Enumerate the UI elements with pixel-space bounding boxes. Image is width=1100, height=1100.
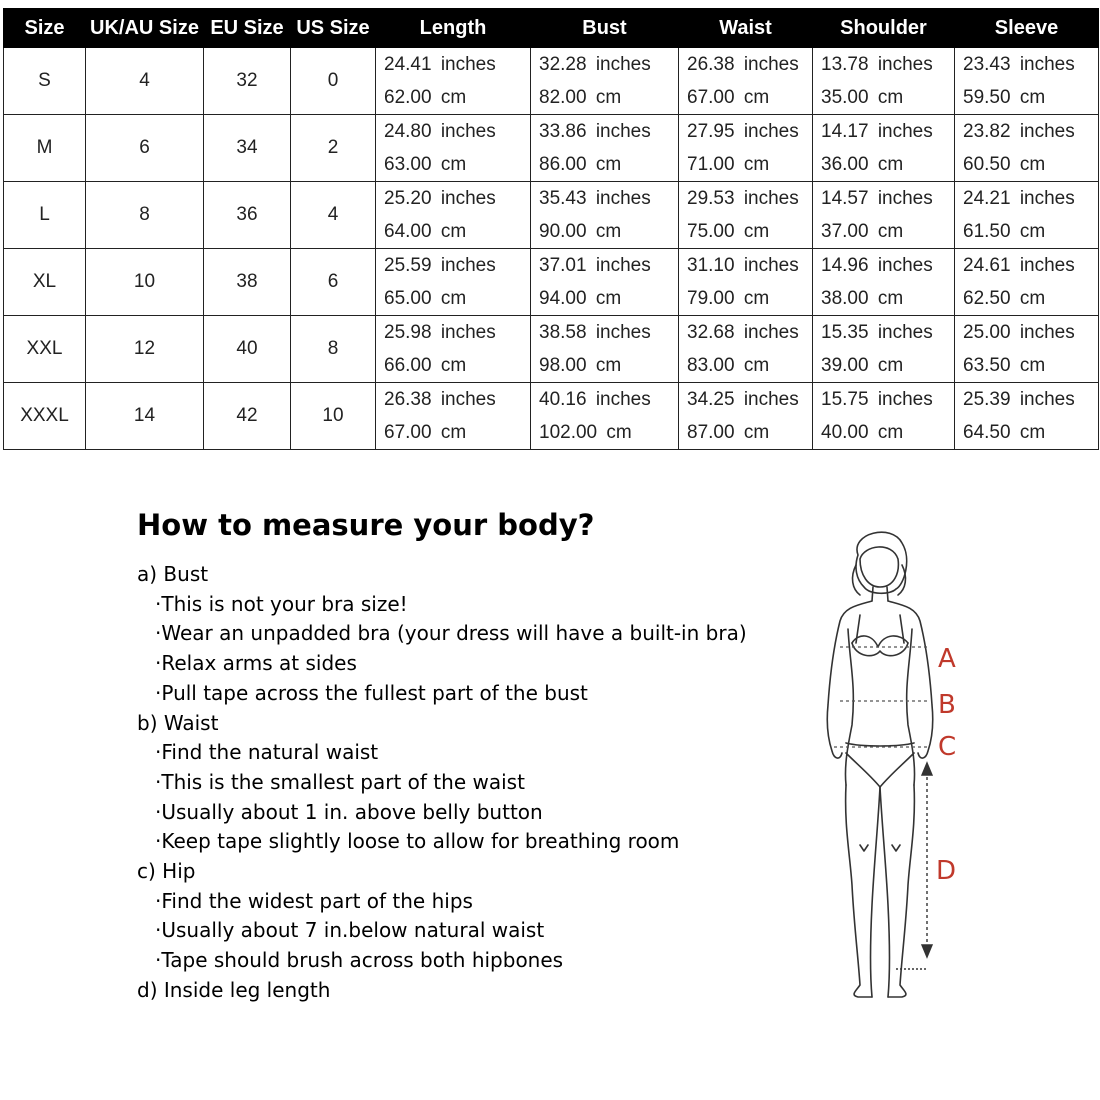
cell-eu: 42 [204,383,291,450]
guide-title: How to measure your body? [137,508,595,542]
value-cm: 63.00 cm [384,154,467,175]
cell-uk: 8 [86,182,204,249]
value-cm: 39.00 cm [821,355,904,376]
value-cm: 66.00 cm [384,355,467,376]
value-inches: 25.98 inches [384,322,496,343]
cell-waist [679,383,813,450]
value-inches: 25.59 inches [384,255,496,276]
cell-waist [679,115,813,182]
cell-us: 4 [291,182,376,249]
guide-tip: ·Wear an unpadded bra (your dress will have a built-in bra) [155,621,747,646]
cell-us: 0 [291,48,376,115]
cell-us: 2 [291,115,376,182]
value-inches: 15.75 inches [821,389,933,410]
value-inches: 32.68 inches [687,322,799,343]
header-bust: Bust [531,9,679,48]
table-row [4,249,1099,316]
value-cm: 102.00 cm [539,422,632,443]
value-inches: 34.25 inches [687,389,799,410]
cell-bust [531,316,679,383]
value-cm: 63.50 cm [963,355,1046,376]
header-eu-size: EU Size [204,9,291,48]
cell-shoulder [813,182,955,249]
guide-tip: ·Find the widest part of the hips [155,888,473,913]
value-cm: 65.00 cm [384,288,467,309]
cell-eu: 34 [204,115,291,182]
value-inches: 24.80 inches [384,121,496,142]
value-inches: 23.82 inches [963,121,1075,142]
cell-size: L [4,182,86,249]
value-cm: 87.00 cm [687,422,770,443]
table-row [4,182,1099,249]
value-cm: 82.00 cm [539,87,622,108]
guide-tip: ·Keep tape slightly loose to allow for breathing room [155,829,680,854]
guide-tip: ·This is not your bra size! [155,591,408,616]
guide-section-label: a) Bust [137,562,209,586]
value-cm: 62.00 cm [384,87,467,108]
value-inches: 25.00 inches [963,322,1075,343]
cell-bust [531,48,679,115]
cell-shoulder [813,115,955,182]
cell-length [376,249,531,316]
guide-tip: ·Relax arms at sides [155,651,357,676]
cell-shoulder [813,48,955,115]
table-header-row [4,9,1099,48]
value-cm: 61.50 cm [963,221,1046,242]
value-inches: 14.17 inches [821,121,933,142]
cell-eu: 32 [204,48,291,115]
value-cm: 62.50 cm [963,288,1046,309]
cell-bust [531,383,679,450]
value-inches: 15.35 inches [821,322,933,343]
cell-uk: 10 [86,249,204,316]
guide-section-label: b) Waist [137,710,219,735]
cell-length [376,115,531,182]
cell-size: XXXL [4,383,86,450]
cell-eu: 38 [204,249,291,316]
value-cm: 67.00 cm [384,422,467,443]
figure-letter-d: D [936,856,957,886]
cell-sleeve [955,316,1099,383]
header-us-size: US Size [291,9,376,48]
value-inches: 27.95 inches [687,121,799,142]
cell-uk: 12 [86,316,204,383]
value-inches: 25.39 inches [963,389,1075,410]
guide-section-label: d) Inside leg length [137,977,331,1002]
cell-waist [679,316,813,383]
cell-bust [531,182,679,249]
guide-tip: ·Usually about 7 in.below natural waist [155,918,545,943]
value-cm: 90.00 cm [539,221,622,242]
measurement-guide [137,560,777,1006]
value-inches: 40.16 inches [539,389,651,410]
value-inches: 38.58 inches [539,322,651,343]
value-cm: 37.00 cm [821,221,904,242]
guide-tip: ·Usually about 1 in. above belly button [155,799,543,824]
cell-shoulder [813,316,955,383]
value-inches: 32.28 inches [539,54,651,75]
cell-shoulder [813,249,955,316]
guide-tip: ·Find the natural waist [155,740,379,765]
value-cm: 38.00 cm [821,288,904,309]
guide-tip: ·Pull tape across the fullest part of the bust [155,680,588,705]
header-shoulder: Shoulder [813,9,955,48]
value-inches: 14.96 inches [821,255,933,276]
value-cm: 86.00 cm [539,154,622,175]
cell-shoulder [813,383,955,450]
value-cm: 36.00 cm [821,154,904,175]
guide-section-label: c) Hip [137,859,196,884]
cell-waist [679,48,813,115]
cell-uk: 6 [86,115,204,182]
value-cm: 64.50 cm [963,422,1046,443]
guide-tip: ·Tape should brush across both hipbones [155,948,564,973]
cell-sleeve [955,249,1099,316]
value-inches: 24.41 inches [384,54,496,75]
cell-us: 10 [291,383,376,450]
value-inches: 26.38 inches [384,389,496,410]
cell-size: S [4,48,86,115]
value-cm: 71.00 cm [687,154,770,175]
cell-waist [679,249,813,316]
header-sleeve: Sleeve [955,9,1099,48]
value-inches: 23.43 inches [963,54,1075,75]
cell-waist [679,182,813,249]
value-inches: 33.86 inches [539,121,651,142]
cell-us: 6 [291,249,376,316]
cell-bust [531,115,679,182]
value-inches: 24.61 inches [963,255,1075,276]
cell-length [376,48,531,115]
value-inches: 31.10 inches [687,255,799,276]
figure-letter-a: A [938,644,956,674]
cell-sleeve [955,48,1099,115]
header-uk-au-size: UK/AU Size [86,9,204,48]
figure-letter-c: C [938,732,957,762]
cell-size: M [4,115,86,182]
value-inches: 24.21 inches [963,188,1075,209]
value-cm: 35.00 cm [821,87,904,108]
cell-sleeve [955,383,1099,450]
guide-tip: ·This is the smallest part of the waist [155,769,525,794]
cell-uk: 14 [86,383,204,450]
cell-eu: 40 [204,316,291,383]
table-row [4,48,1099,115]
cell-sleeve [955,115,1099,182]
table-row [4,115,1099,182]
cell-length [376,182,531,249]
value-cm: 79.00 cm [687,288,770,309]
value-cm: 83.00 cm [687,355,770,376]
size-chart-table [3,8,1099,450]
header-size: Size [4,9,86,48]
cell-us: 8 [291,316,376,383]
cell-length [376,316,531,383]
cell-bust [531,249,679,316]
value-cm: 59.50 cm [963,87,1046,108]
body-measurement-figure-icon [800,525,980,1005]
value-inches: 37.01 inches [539,255,651,276]
value-cm: 98.00 cm [539,355,622,376]
value-inches: 14.57 inches [821,188,933,209]
value-cm: 40.00 cm [821,422,904,443]
value-cm: 60.50 cm [963,154,1046,175]
header-length: Length [376,9,531,48]
cell-eu: 36 [204,182,291,249]
figure-letter-b: B [938,690,956,720]
value-cm: 75.00 cm [687,221,770,242]
value-cm: 67.00 cm [687,87,770,108]
value-inches: 26.38 inches [687,54,799,75]
cell-sleeve [955,182,1099,249]
header-waist: Waist [679,9,813,48]
value-inches: 25.20 inches [384,188,496,209]
cell-uk: 4 [86,48,204,115]
cell-length [376,383,531,450]
cell-size: XXL [4,316,86,383]
table-row [4,316,1099,383]
value-inches: 35.43 inches [539,188,651,209]
value-cm: 64.00 cm [384,221,467,242]
value-inches: 13.78 inches [821,54,933,75]
value-inches: 29.53 inches [687,188,799,209]
cell-size: XL [4,249,86,316]
table-row [4,383,1099,450]
value-cm: 94.00 cm [539,288,622,309]
